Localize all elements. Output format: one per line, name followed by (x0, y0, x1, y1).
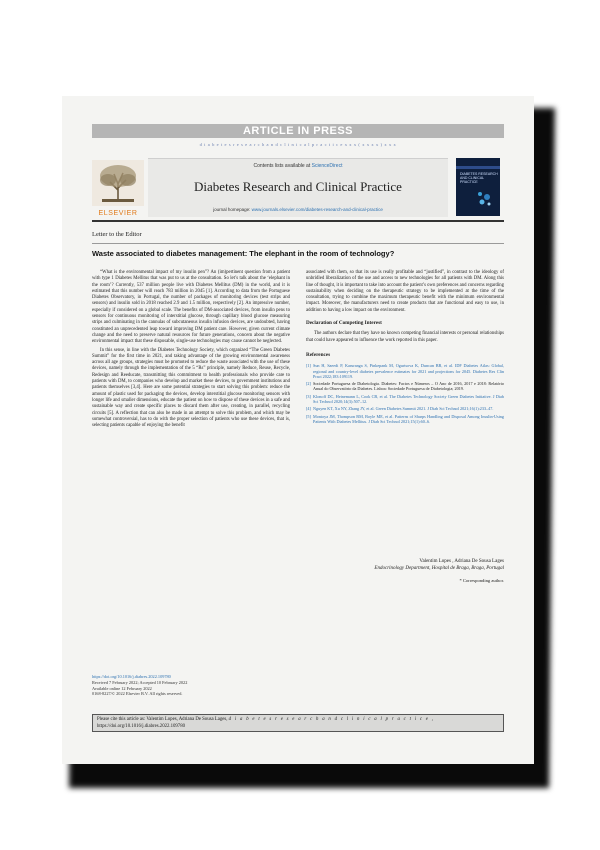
contents-line (148, 163, 448, 169)
author-affiliation: Endocrinology Department, Hospital de Braga, Braga, Portugal (374, 566, 504, 571)
elsevier-logo (92, 160, 144, 218)
citation-journal: d i a b e t e s r e s e a r c h a n d c l i n i c a l p r a c t i c e , (228, 717, 435, 722)
journal-header-box (148, 158, 448, 217)
cover-graphic-icon (474, 188, 494, 208)
reference-item[interactable] (306, 363, 504, 379)
article-footer (92, 674, 352, 697)
reference-number: [4] (306, 406, 311, 412)
contents-prefix: Contents lists available at (253, 163, 312, 169)
article-in-press-banner: ARTICLE IN PRESS (92, 124, 504, 138)
homepage-link[interactable]: www.journals.elsevier.com/diabetes-research-and-clinical-practice (251, 207, 383, 212)
elsevier-tree-icon (92, 160, 144, 206)
body-paragraph-2: In this sense, in line with the Diabetes Technology Society, which organized “The Green Diabetes Summit” for the first time in 2021, and taking advantage of the growing environmental awareness across all age groups, strategies must be promoted to reduce the waste associated with the use of these devices, namely through the implementation of the 5 “Rs” principle, namely Reduce, Reuse, Recycle, Redesign and Reeducate, transmitting this commitment to health professionals who provide care to patients with DM, to companies who develop and market these devices, to government institutions and patients themselves [3,4]. Here are some potential strategies to start solving this problem: reduce the amount of plastic used for packaging the devices, develop interstitial glucose monitoring sensors with longer life and smaller dimensions, educate the patient on how to dispose of these devices in a safe and sustainable way and create specific places to discard them after use, creating, in parallel, recycling circuits [5]. A reflection that can also be made in an attempt to solve this problem, and which may be somewhat controversial, has to do with the proper selection of patients who use these devices, that is, selecting patients capable of enjoying the benefit (92, 347, 290, 429)
reference-text: Sun H, Saeedi P, Karuranga S, Pinkepank M, Ogurtsova K, Duncan BB, et al. IDF Diabetes Atlas: Global, regional and country-level diabetes prevalence estimates for 2021 and projections for 2045. Diabetes Res Clin Pract 2022;183:109119. (313, 363, 504, 379)
running-header: d i a b e t e s r e s e a r c h a n d c l i n i c a l p r a c t i c e x x x ( x x x x ) x x x (199, 142, 397, 147)
reference-number: [2] (306, 381, 311, 387)
publisher-name: ELSEVIER (98, 210, 138, 217)
masthead-rule (92, 220, 504, 222)
footer-copyright: 0168-8227/© 2022 Elsevier B.V. All rights reserved. (92, 691, 183, 697)
competing-interest-text: The authors declare that they have no known competing financial interests or personal relationships that could have appeared to influence the work reported in this paper. (306, 331, 504, 343)
references-heading: References (306, 351, 331, 358)
reference-item[interactable] (306, 406, 504, 411)
footer-online: Available online 12 February 2022 (92, 685, 152, 691)
citation-prefix: Please cite this article as: Valentim Lopes, Adriana De Sousa Lages, (97, 717, 228, 722)
reference-text: Nguyen KT, Xu NY, Zhang JY, et al. Green Diabetes Summit 2021. J Diab Sci Technol 2021;16(1):233–47. (313, 406, 494, 412)
sciencedirect-link[interactable]: ScienceDirect (311, 163, 343, 169)
footer-doi-link[interactable]: https://doi.org/10.1016/j.diabres.2022.109780 (92, 674, 171, 679)
body-paragraph-3: associated with them, so that its use is really profitable and “justified”, in contrast to the ideology of unbridled liberalization of the use and access to new technologies for all patients with DM. Along this line of thought, it is important to take into account the patient’s own preferences and concerns regarding sustainability when deciding on the therapeutic strategy to be implemented at the time of the consultation, trying to combine the maximum therapeutic benefit with the minimum environmental impact. Moreover, the manufacturers need to create products that are functional and easy to use, in addition to having a low impact on the environment. (306, 270, 504, 313)
body-paragraph-1: “What is the environmental impact of my insulin pen”? An (im)pertinent question from a patient with type 1 Diabetes Mellitus that was put to us at the consultation. So let’s talk about the ‘elephant in the room’? Currently, 537 million people live with Diabetes Mellitus (DM) in the world, and it is estimated that this number will reach 783 million in 2045 [1]. According to data from the Portuguese Diabetes Observatory, in Portugal, the number of packages of monitoring devices (test strips and sensors) and insulin sold in 2018 reached 2.9 and 1.5 million, respectively [2]. An impressive number, especially if considered on a global scale. The benefits of DM-associated devices, from insulin pens to sensors for continuous monitoring of interstitial glucose, through capillary blood glucose measuring strips and culminating in the cannulas of subcutaneous insulin infusion devices, are undoubted, having constituted an unprecedented leap toward improving DM patient care. However, given current climate change and the need to preserve natural resources for future generations, concern about the negative environmental impact that these disposable, single-use technologies may cause cannot be neglected. (92, 270, 290, 345)
journal-cover-thumbnail (456, 158, 500, 216)
cover-band (456, 166, 500, 169)
homepage-prefix: journal homepage: (213, 207, 252, 212)
footer-received: Received 7 February 2022; Accepted 10 February 2022 (92, 679, 188, 685)
author-block (306, 558, 504, 572)
corresponding-note: * Corresponding author. (459, 578, 504, 583)
citation-box (92, 714, 504, 732)
reference-number: [1] (306, 363, 311, 369)
reference-text: Klonoff DC, Heinemann L, Cook CB, et al. The Diabetes Technology Society Green Diabetes Initiative. J Diab Sci Technol 2020;14(3):507–12. (313, 393, 504, 405)
reference-number: [3] (306, 393, 311, 399)
journal-masthead (92, 154, 504, 218)
journal-title: Diabetes Research and Clinical Practice (194, 179, 402, 194)
competing-interest-heading: Declaration of Competing Interest (306, 320, 382, 327)
reference-text: Sociedade Portuguesa de Diabetologia. Diabetes: Factos e Números – O Ano de 2016, 2017 e 2018: Relatório Anual do Observatório da Diabetes. Lisboa: Sociedade Portuguesa de Diabetologia; 2019. (313, 381, 504, 392)
reference-text: Montoya JM, Thompson BM, Boyle ME, et al. Patterns of Sharps Handling and Disposal Among Insulin-Using Patients With Diabetes Mellitus. J Diab Sci Technol 2021;15(1):60–6. (313, 413, 504, 424)
citation-doi[interactable]: https://doi.org/10.1016/j.diabres.2022.109780 (97, 723, 185, 729)
left-column (92, 270, 290, 431)
title-rule (92, 243, 504, 244)
reference-item[interactable] (306, 381, 504, 392)
homepage-line (148, 207, 448, 212)
right-column (306, 270, 504, 426)
cover-title: DIABETES RESEARCH AND CLINICAL PRACTICE (460, 172, 498, 184)
article-title: Waste associated to diabetes management: The elephant in the room of technology? (92, 249, 395, 258)
references-list (306, 363, 504, 424)
reference-number: [5] (306, 413, 311, 419)
reference-item[interactable] (306, 414, 504, 425)
article-page (62, 96, 534, 764)
reference-item[interactable] (306, 394, 504, 405)
article-type: Letter to the Editor (92, 231, 142, 238)
author-names: Valentim Lopes , Adriana De Sousa Lages (419, 559, 504, 564)
